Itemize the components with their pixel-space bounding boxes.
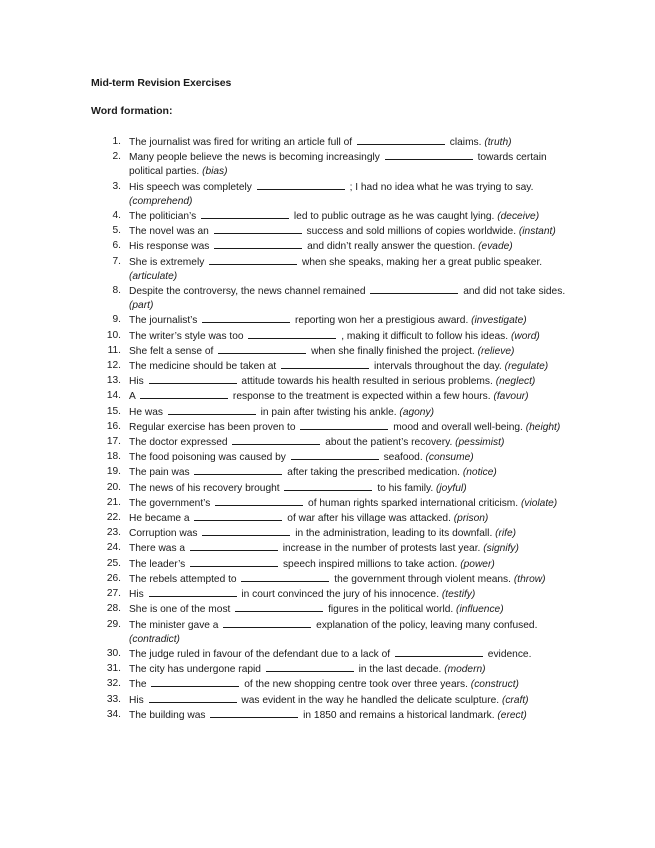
- sentence-end: response to the treatment is expected within a few hours.: [232, 391, 491, 403]
- answer-blank[interactable]: [266, 662, 354, 672]
- exercise-item: [91, 662, 581, 677]
- answer-blank[interactable]: [291, 450, 379, 460]
- exercise-number: 30.: [106, 647, 121, 659]
- answer-blank[interactable]: [235, 602, 323, 612]
- exercise-number: 27.: [106, 588, 121, 600]
- sentence-end: mood and overall well-being.: [393, 421, 523, 433]
- root-word-hint: (height): [525, 421, 561, 433]
- exercise-item: [91, 255, 581, 284]
- root-word-hint: (part): [129, 300, 154, 312]
- exercise-item: [91, 647, 581, 662]
- sentence-start: The news of his recovery brought: [129, 482, 280, 494]
- sentence-start: The city has undergone rapid: [129, 664, 261, 676]
- answer-blank[interactable]: [215, 496, 303, 506]
- exercise-list: [91, 135, 581, 723]
- root-word-hint: (favour): [493, 391, 529, 403]
- answer-blank[interactable]: [201, 209, 289, 219]
- answer-blank[interactable]: [214, 239, 302, 249]
- answer-blank[interactable]: [190, 557, 278, 567]
- root-word-hint: (throw): [513, 573, 546, 585]
- root-word-hint: (bias): [202, 166, 228, 178]
- sentence-end: intervals throughout the day.: [373, 361, 502, 373]
- exercise-number: 8.: [112, 285, 121, 297]
- exercise-number: 4.: [112, 210, 121, 222]
- sentence-start: She is one of the most: [129, 604, 231, 616]
- exercise-number: 12.: [106, 360, 121, 372]
- sentence-end: led to public outrage as he was caught lying.: [293, 211, 495, 223]
- sentence-end: and didn’t really answer the question.: [307, 241, 476, 253]
- exercise-item: [91, 496, 581, 511]
- exercise-number: 10.: [106, 329, 121, 341]
- root-word-hint: (influence): [456, 604, 504, 616]
- root-word-hint: (instant): [518, 226, 556, 238]
- exercise-item: [91, 209, 581, 224]
- sentence-end: in 1850 and remains a historical landmark.: [303, 709, 495, 721]
- sentence-start: He became a: [129, 513, 190, 525]
- exercise-number: 21.: [106, 496, 121, 508]
- sentence-end: of war after his village was attacked.: [287, 513, 451, 525]
- answer-blank[interactable]: [281, 359, 369, 369]
- answer-blank[interactable]: [151, 677, 239, 687]
- sentence-start: His: [129, 589, 144, 601]
- root-word-hint: (prison): [453, 513, 489, 525]
- exercise-number: 25.: [106, 557, 121, 569]
- answer-blank[interactable]: [241, 572, 329, 582]
- sentence-start: His speech was completely: [129, 181, 252, 193]
- sentence-start: The government’s: [129, 497, 211, 509]
- exercise-number: 34.: [106, 708, 121, 720]
- sentence-start: The doctor expressed: [129, 437, 228, 449]
- exercise-item: [91, 618, 581, 647]
- exercise-number: 26.: [106, 572, 121, 584]
- root-word-hint: (neglect): [495, 376, 536, 388]
- sentence-start: The: [129, 679, 147, 691]
- exercise-number: 31.: [106, 663, 121, 675]
- answer-blank[interactable]: [194, 511, 282, 521]
- answer-blank[interactable]: [168, 405, 256, 415]
- sentence-end: of the new shopping centre took over three years.: [244, 679, 468, 691]
- exercise-item: [91, 329, 581, 344]
- sentence-start: He was: [129, 406, 163, 418]
- sentence-start: The judge ruled in favour of the defendant due to a lack of: [129, 648, 391, 660]
- answer-blank[interactable]: [300, 420, 388, 430]
- sentence-end: speech inspired millions to take action.: [282, 558, 458, 570]
- exercise-item: [91, 587, 581, 602]
- sentence-start: A: [129, 391, 136, 403]
- answer-blank[interactable]: [210, 708, 298, 718]
- exercise-item: [91, 572, 581, 587]
- sentence-end: and did not take sides.: [463, 286, 566, 298]
- exercise-number: 33.: [106, 693, 121, 705]
- sentence-end: in court convinced the jury of his innocence.: [241, 589, 440, 601]
- exercise-item: [91, 481, 581, 496]
- root-word-hint: (word): [510, 330, 540, 342]
- sentence-end: was evident in the way he handled the delicate sculpture.: [241, 694, 500, 706]
- answer-blank[interactable]: [357, 135, 445, 145]
- root-word-hint: (notice): [462, 467, 497, 479]
- exercise-number: 5.: [112, 225, 121, 237]
- answer-blank[interactable]: [248, 329, 336, 339]
- exercise-item: [91, 239, 581, 254]
- sentence-start: She is extremely: [129, 256, 205, 268]
- exercise-item: [91, 344, 581, 359]
- root-word-hint: (investigate): [471, 315, 527, 327]
- exercise-item: [91, 313, 581, 328]
- exercise-item: [91, 541, 581, 556]
- exercise-item: [91, 359, 581, 374]
- root-word-hint: (joyful): [436, 482, 467, 494]
- exercise-item: [91, 150, 581, 179]
- root-word-hint: (agony): [399, 406, 434, 418]
- sentence-start: She felt a sense of: [129, 345, 214, 357]
- answer-blank[interactable]: [284, 481, 372, 491]
- exercise-number: 13.: [106, 375, 121, 387]
- answer-blank[interactable]: [149, 587, 237, 597]
- exercise-number: 1.: [112, 136, 121, 147]
- sentence-end: explanation of the policy, leaving many confused.: [316, 619, 538, 631]
- answer-blank[interactable]: [140, 389, 228, 399]
- root-word-hint: (craft): [501, 694, 529, 706]
- exercise-item: [91, 435, 581, 450]
- exercise-number: 19.: [106, 466, 121, 478]
- answer-blank[interactable]: [149, 693, 237, 703]
- exercise-item: [91, 405, 581, 420]
- exercise-item: [91, 602, 581, 617]
- root-word-hint: (erect): [497, 709, 527, 721]
- sentence-end: after taking the prescribed medication.: [287, 467, 460, 479]
- answer-blank[interactable]: [202, 526, 290, 536]
- root-word-hint: (contradict): [129, 633, 180, 645]
- sentence-start: There was a: [129, 543, 186, 555]
- exercise-item: [91, 557, 581, 572]
- root-word-hint: (modern): [444, 664, 486, 676]
- section-title: Word formation:: [91, 105, 173, 117]
- exercise-number: 23.: [106, 527, 121, 539]
- exercise-item: [91, 526, 581, 541]
- sentence-end: figures in the political world.: [328, 604, 454, 616]
- sentence-start: Regular exercise has been proven to: [129, 421, 296, 433]
- exercise-number: 7.: [112, 255, 121, 267]
- exercise-item: [91, 465, 581, 480]
- sentence-start: The journalist’s: [129, 315, 198, 327]
- sentence-end: ; I had no idea what he was trying to say.: [349, 181, 534, 193]
- sentence-end: reporting won her a prestigious award.: [295, 315, 469, 327]
- sentence-end: seafood.: [383, 452, 423, 464]
- exercise-number: 14.: [106, 390, 121, 402]
- sentence-start: Corruption was: [129, 528, 198, 540]
- answer-blank[interactable]: [209, 255, 297, 265]
- answer-blank[interactable]: [257, 180, 345, 190]
- sentence-start: Despite the controversy, the news channel remained: [129, 286, 366, 298]
- root-word-hint: (truth): [484, 137, 512, 148]
- exercise-item: [91, 677, 581, 692]
- answer-blank[interactable]: [370, 284, 458, 294]
- exercise-item: [91, 511, 581, 526]
- root-word-hint: (power): [460, 558, 495, 570]
- exercise-number: 22.: [106, 512, 121, 524]
- sentence-end: when she speaks, making her a great public speaker.: [302, 256, 543, 268]
- sentence-start: The pain was: [129, 467, 190, 479]
- sentence-start: The writer’s style was too: [129, 330, 244, 342]
- root-word-hint: (pessimist): [455, 437, 505, 449]
- sentence-end: success and sold millions of copies worldwide.: [306, 226, 517, 238]
- sentence-end: claims.: [449, 137, 482, 148]
- sentence-end: increase in the number of protests last year.: [282, 543, 481, 555]
- sentence-start: His response was: [129, 241, 210, 253]
- exercise-number: 16.: [106, 420, 121, 432]
- root-word-hint: (testify): [441, 589, 476, 601]
- exercise-number: 3.: [112, 180, 121, 192]
- sentence-end: in the administration, leading to its downfall.: [295, 528, 493, 540]
- exercise-item: [91, 135, 581, 150]
- sentence-end: the government through violent means.: [334, 573, 511, 585]
- sentence-start: Many people believe the news is becoming increasingly: [129, 152, 380, 164]
- sentence-start: The food poisoning was caused by: [129, 452, 286, 464]
- exercise-number: 15.: [106, 405, 121, 417]
- root-word-hint: (consume): [425, 452, 474, 464]
- sentence-end: attitude towards his health resulted in serious problems.: [241, 376, 493, 388]
- answer-blank[interactable]: [149, 374, 237, 384]
- answer-blank[interactable]: [223, 618, 311, 628]
- sentence-start: The novel was an: [129, 226, 209, 238]
- answer-blank[interactable]: [214, 224, 302, 234]
- sentence-end: in the last decade.: [358, 664, 442, 676]
- sentence-end: towards certain political parties.: [129, 152, 547, 178]
- root-word-hint: (comprehend): [129, 195, 193, 207]
- sentence-start: The leader’s: [129, 558, 186, 570]
- root-word-hint: (deceive): [497, 211, 540, 223]
- exercise-item: [91, 180, 581, 209]
- answer-blank[interactable]: [202, 313, 290, 323]
- exercise-item: [91, 374, 581, 389]
- sentence-start: The journalist was fired for writing an article full of: [129, 137, 353, 148]
- root-word-hint: (construct): [470, 679, 519, 691]
- exercise-number: 18.: [106, 451, 121, 463]
- sentence-end: evidence.: [487, 648, 532, 660]
- root-word-hint: (evade): [478, 241, 513, 253]
- sentence-start: The building was: [129, 709, 206, 721]
- answer-blank[interactable]: [395, 647, 483, 657]
- exercise-item: [91, 420, 581, 435]
- exercise-item: [91, 450, 581, 465]
- exercise-number: 20.: [106, 481, 121, 493]
- sentence-start: His: [129, 694, 144, 706]
- answer-blank[interactable]: [218, 344, 306, 354]
- answer-blank[interactable]: [190, 541, 278, 551]
- document-title: Mid-term Revision Exercises: [91, 77, 232, 89]
- root-word-hint: (relieve): [477, 345, 515, 357]
- sentence-end: of human rights sparked international criticism.: [308, 497, 519, 509]
- exercise-number: 11.: [107, 344, 121, 356]
- root-word-hint: (articulate): [129, 270, 178, 282]
- sentence-end: in pain after twisting his ankle.: [260, 406, 397, 418]
- exercise-item: [91, 708, 581, 723]
- sentence-end: when she finally finished the project.: [311, 345, 475, 357]
- sentence-start: His: [129, 376, 144, 388]
- answer-blank[interactable]: [385, 150, 473, 160]
- sentence-start: The politician’s: [129, 211, 197, 223]
- exercise-number: 17.: [106, 436, 121, 448]
- answer-blank[interactable]: [194, 465, 282, 475]
- exercise-number: 9.: [112, 314, 121, 326]
- exercise-number: 28.: [106, 603, 121, 615]
- exercise-item: [91, 389, 581, 404]
- exercise-item: [91, 693, 581, 708]
- root-word-hint: (signify): [483, 543, 519, 555]
- exercise-number: 2.: [112, 151, 121, 163]
- sentence-start: The rebels attempted to: [129, 573, 237, 585]
- sentence-start: The minister gave a: [129, 619, 219, 631]
- exercise-number: 32.: [106, 678, 121, 690]
- exercise-number: 24.: [106, 542, 121, 554]
- exercise-item: [91, 224, 581, 239]
- exercise-number: 6.: [112, 240, 121, 252]
- sentence-start: The medicine should be taken at: [129, 361, 277, 373]
- exercise-number: 29.: [106, 618, 121, 630]
- root-word-hint: (regulate): [504, 361, 549, 373]
- sentence-end: about the patient’s recovery.: [325, 437, 453, 449]
- answer-blank[interactable]: [232, 435, 320, 445]
- sentence-end: , making it difficult to follow his ideas.: [341, 330, 509, 342]
- sentence-end: to his family.: [377, 482, 434, 494]
- exercise-item: [91, 284, 581, 313]
- root-word-hint: (violate): [520, 497, 558, 509]
- root-word-hint: (rife): [495, 528, 517, 540]
